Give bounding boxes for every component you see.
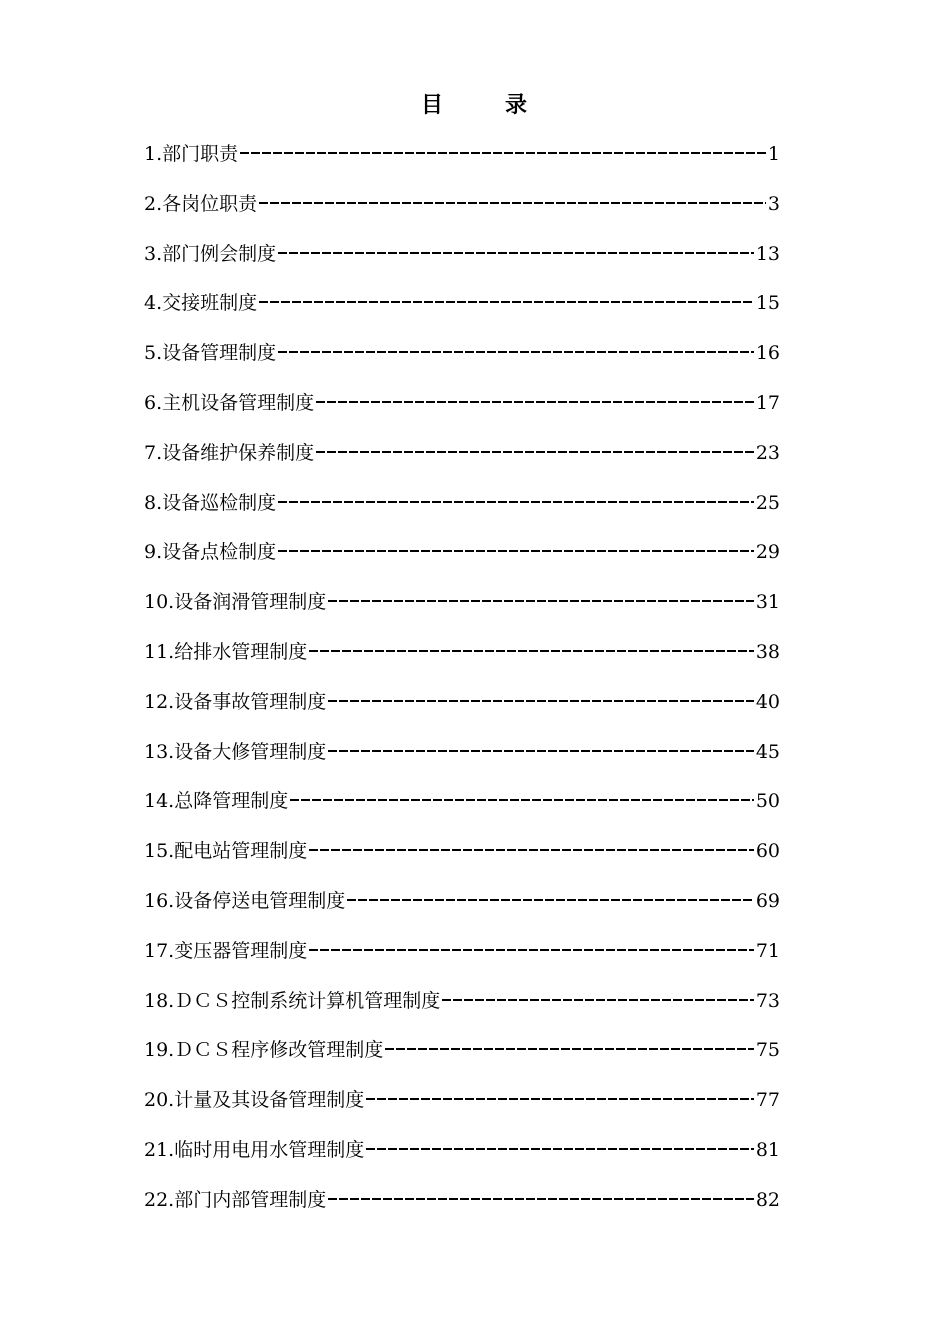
toc-entry-page-number: 81 xyxy=(755,1138,780,1161)
toc-entry-label: 3.部门例会制度 xyxy=(144,242,277,265)
toc-leader-dashes xyxy=(328,1198,754,1200)
toc-entry[interactable] xyxy=(144,285,780,335)
toc-entry-page-number: 75 xyxy=(755,1039,780,1062)
toc-entry[interactable] xyxy=(144,485,780,535)
toc-entry-label: 9.设备点检制度 xyxy=(144,541,277,564)
toc-entry[interactable] xyxy=(144,684,780,734)
toc-entry-label: 11.给排水管理制度 xyxy=(144,640,308,663)
toc-entry[interactable] xyxy=(144,335,780,385)
toc-entry-label: 6.主机设备管理制度 xyxy=(144,391,315,414)
toc-entry[interactable] xyxy=(144,833,780,883)
toc-entry-label: 2.各岗位职责 xyxy=(144,192,258,215)
toc-leader-dashes xyxy=(278,501,754,503)
toc-entry-label: 5.设备管理制度 xyxy=(144,342,277,365)
toc-title xyxy=(0,88,950,119)
toc-leader-dashes xyxy=(309,650,754,652)
toc-entry[interactable] xyxy=(144,883,780,933)
toc-entry[interactable] xyxy=(144,634,780,684)
toc-leader-dashes xyxy=(290,799,754,801)
toc-entry-page-number: 13 xyxy=(755,242,780,265)
toc-leader-dashes xyxy=(328,700,754,702)
toc-entry-label: 8.设备巡检制度 xyxy=(144,491,277,514)
toc-entry-page-number: 16 xyxy=(755,342,780,365)
toc-entry[interactable] xyxy=(144,534,780,584)
toc-entry-page-number: 15 xyxy=(755,292,780,315)
toc-entry-page-number: 31 xyxy=(755,591,780,614)
toc-leader-dashes xyxy=(278,550,754,552)
toc-entry-page-number: 45 xyxy=(755,740,780,763)
toc-entry[interactable] xyxy=(144,983,780,1033)
toc-entry-label: 22.部门内部管理制度 xyxy=(144,1188,327,1211)
toc-entry-page-number: 50 xyxy=(755,790,780,813)
toc-entry[interactable] xyxy=(144,734,780,784)
toc-entry[interactable] xyxy=(144,1182,780,1232)
toc-entry[interactable] xyxy=(144,385,780,435)
toc-entry-page-number: 69 xyxy=(755,889,780,912)
toc-entry[interactable] xyxy=(144,1082,780,1132)
toc-entry-page-number: 17 xyxy=(755,391,780,414)
toc-entry-label: 16.设备停送电管理制度 xyxy=(144,889,346,912)
toc-leader-dashes xyxy=(347,899,754,901)
toc-leader-dashes xyxy=(366,1098,754,1100)
toc-entry-label: 18.ＤＣＳ控制系统计算机管理制度 xyxy=(144,989,441,1012)
toc-entry-label: 20.计量及其设备管理制度 xyxy=(144,1089,365,1112)
toc-leader-dashes xyxy=(259,202,766,204)
toc-entry[interactable] xyxy=(144,236,780,286)
toc-leader-dashes xyxy=(385,1048,754,1050)
toc-entry-page-number: 25 xyxy=(755,491,780,514)
toc-entry-label: 21.临时用电用水管理制度 xyxy=(144,1138,365,1161)
toc-entry[interactable] xyxy=(144,435,780,485)
toc-entry-page-number: 82 xyxy=(755,1188,780,1211)
toc-entry[interactable] xyxy=(144,584,780,634)
toc-leader-dashes xyxy=(328,750,754,752)
toc-entry-page-number: 23 xyxy=(755,441,780,464)
toc-leader-dashes xyxy=(316,401,754,403)
toc-leader-dashes xyxy=(316,451,754,453)
toc-entry-page-number: 1 xyxy=(767,143,780,165)
toc-entry[interactable] xyxy=(144,783,780,833)
toc-leader-dashes xyxy=(442,999,754,1001)
toc-entry-label: 12.设备事故管理制度 xyxy=(144,690,327,713)
toc-leader-dashes xyxy=(259,301,754,303)
toc-entry-page-number: 29 xyxy=(755,541,780,564)
toc-entry-page-number: 60 xyxy=(755,840,780,863)
toc-leader-dashes xyxy=(328,600,754,602)
toc-entry-label: 19.ＤＣＳ程序修改管理制度 xyxy=(144,1039,384,1062)
toc-entry-label: 17.变压器管理制度 xyxy=(144,939,308,962)
toc-entry-page-number: 38 xyxy=(755,640,780,663)
toc-entry-label: 10.设备润滑管理制度 xyxy=(144,591,327,614)
toc-entry-page-number: 3 xyxy=(767,192,780,215)
toc-entry[interactable] xyxy=(144,186,780,236)
toc-entry-label: 14.总降管理制度 xyxy=(144,790,289,813)
toc-entry[interactable] xyxy=(144,1032,780,1082)
toc-leader-dashes xyxy=(366,1148,754,1150)
table-of-contents xyxy=(144,136,780,1232)
toc-entry-page-number: 77 xyxy=(755,1089,780,1112)
toc-leader-dashes xyxy=(309,949,754,951)
toc-leader-dashes xyxy=(309,849,754,851)
toc-entry-page-number: 73 xyxy=(755,989,780,1012)
toc-leader-dashes xyxy=(278,351,754,353)
toc-entry[interactable] xyxy=(144,136,780,186)
toc-entry-page-number: 71 xyxy=(755,939,780,962)
toc-entry-label: 15.配电站管理制度 xyxy=(144,840,308,863)
toc-leader-dashes xyxy=(240,152,766,154)
toc-entry[interactable] xyxy=(144,1132,780,1182)
toc-entry-label: 13.设备大修管理制度 xyxy=(144,740,327,763)
toc-entry[interactable] xyxy=(144,933,780,983)
toc-entry-label: 4.交接班制度 xyxy=(144,292,258,315)
toc-title-part1: 目 xyxy=(420,92,445,118)
toc-leader-dashes xyxy=(278,252,754,254)
toc-entry-page-number: 40 xyxy=(755,690,780,713)
toc-entry-label: 7.设备维护保养制度 xyxy=(144,441,315,464)
toc-entry-label: 1.部门职责 xyxy=(144,143,239,165)
toc-title-part2: 录 xyxy=(505,92,530,118)
